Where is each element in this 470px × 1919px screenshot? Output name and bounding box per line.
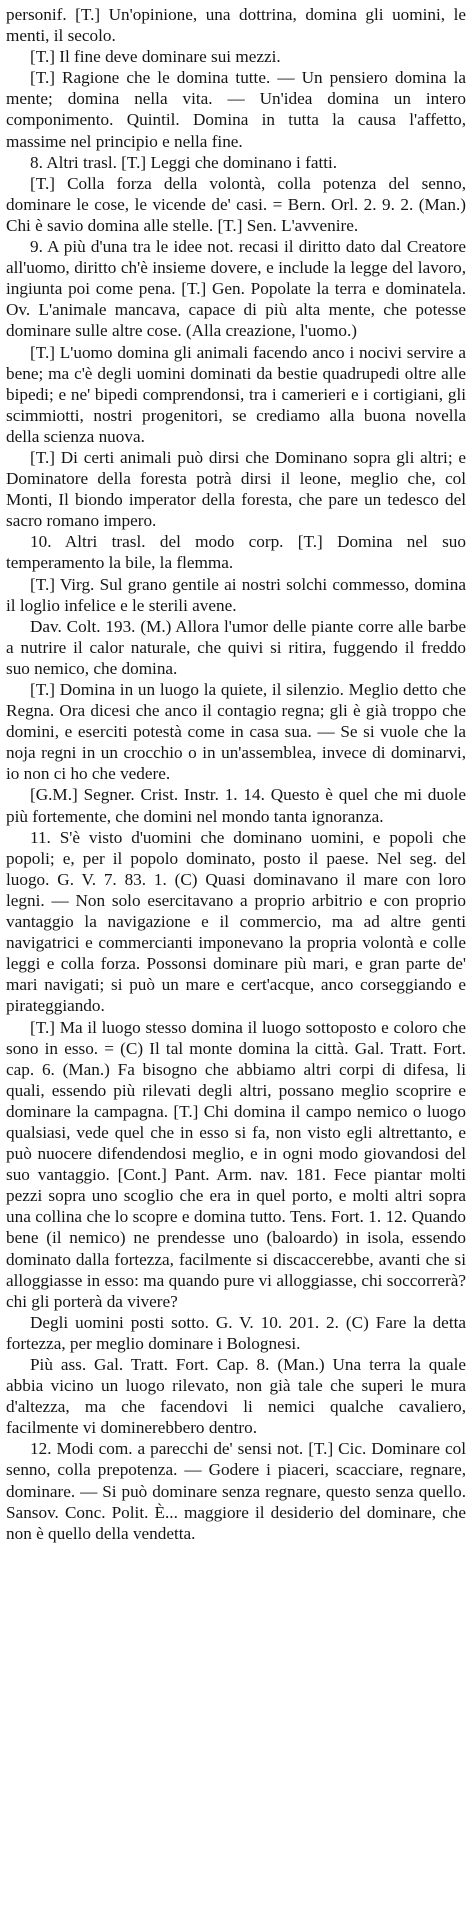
- paragraph-dav-colt: Dav. Colt. 193. (M.) Allora l'umor delle piante corre alle barbe a nutrire il calor naturale, che quivi si ritira, fuggendo il freddo suo nemico, che domina.: [6, 616, 466, 678]
- paragraph-luogo: [T.] Ma il luogo stesso domina il luogo sottoposto e coloro che sono in esso. = (C) Il tal monte domina la città. Gal. Tratt. Fort. cap. 6. (Man.) Fa bisogno che abbiamo altri corpi di difesa, li quali, essendo più rilevati degli altri, possano meglio scoprire e dominare la campagna. [T.] Chi domina il campo nemico o luogo qualsiasi, vede quel che in esso si fa, non visto egli altrettanto, e può nuocere difendendosi meglio, e in ogni modo giovandosi del suo vantaggio. [Cont.] Pant. Arm. nav. 181. Fece piantar molti pezzi sopra uno scoglio che era in quel porto, e molti altri sopra una collina che lo scopre e domina tutto. Tens. Fort. 1. 12. Quando bene (il nemico) ne prendesse uno (baloardo) in isola, essendo dominato dalla fortezza, facilmente si discaccerebbe, avanti che si alloggiasse in esso: ma quando pure vi alloggiasse, chi soccorrerà? chi gli porterà da vivere?: [6, 1017, 466, 1311]
- paragraph-fine-mezzi: [T.] Il fine deve dominare sui mezzi.: [30, 47, 281, 67]
- paragraph-piu-ass: Più ass. Gal. Tratt. Fort. Cap. 8. (Man.) Una terra la quale abbia vicino un luogo rilevato, non già tale che superi le mura d'altezza, ma che facendovi li nemici qualche cavaliero, facilmente vi dominerebbero dentro.: [6, 1355, 466, 1438]
- paragraph-sense-10: 10. Altri trasl. del modo corp. [T.] Domina nel suo temperamento la bile, la flemma.: [6, 532, 466, 573]
- paragraph-virg: [T.] Virg. Sul grano gentile ai nostri solchi commesso, domina il loglio infelice e le sterili avene.: [6, 574, 466, 615]
- paragraph-uomini-sotto: Degli uomini posti sotto. G. V. 10. 201. 2. (C) Fare la detta fortezza, per meglio dominare i Bolognesi.: [6, 1312, 466, 1353]
- paragraph-foresta: [T.] Di certi animali può dirsi che Dominano sopra gli altri; e Dominatore della foresta potrà dirsi il leone, meglio che, col Monti, Il biondo imperator della foresta, che pare un tedesco del sacro romano impero.: [6, 447, 466, 531]
- paragraph-quiete: [T.] Domina in un luogo la quiete, il silenzio. Meglio detto che Regna. Ora dicesi che anco il contagio regna; gli è già troppo che domini, e eserciti potestà come in casa sua. — Se si vuole che la noja regni in un crocchio o in un'assemblea, invece di dominarvi, io non ci ho che vedere.: [6, 680, 466, 784]
- paragraph-sense-12: 12. Modi com. a parecchi de' sensi not. [T.] Cic. Dominare col senno, colla prepotenza. — Godere i piaceri, scacciare, regnare, dominare. — Si può dominare senza regnare, questo senza quello. Sansov. Conc. Polit. È... maggiore il desiderio del dominare, che non è quello della vendetta.: [6, 1439, 466, 1543]
- paragraph-animali: [T.] L'uomo domina gli animali facendo anco i nocivi servire a bene; ma c'è degli uomini dominati da bestie quadrupedi oltre alle bipedi; e ne' bipedi comprendonsi, tra i camerieri e i cortigiani, gli scimmiotti, nostri progenitori, se crediamo alla buona novella della scienza nuova.: [6, 342, 466, 446]
- paragraph-sense-8: 8. Altri trasl. [T.] Leggi che dominano i fatti.: [30, 152, 338, 172]
- paragraph-segner: [G.M.] Segner. Crist. Instr. 1. 14. Questo è quel che mi duole più fortemente, che domini nel mondo tanta ignoranza.: [6, 785, 466, 826]
- paragraph-personif: personif. [T.] Un'opinione, una dottrina, domina gli uomini, le menti, il secolo.: [6, 5, 466, 46]
- paragraph-sense-11: 11. S'è visto d'uomini che dominano uomini, e popoli che popoli; e, per il popolo dominato, posto il paese. Nel seg. del luogo. G. V. 7. 83. 1. (C) Quasi dominavano il mare con loro legni. — Non solo esercitavano a proprio arbitrio e con proprio vantaggio la navigazione e il commercio, ma ad altre genti navigatrici e commercianti imponevano la propria volontà e colle leggi e colla forza. Possonsi dominare più mari, e gran parte de' mari navigati; si può un mare e cert'acque, anco corseggiando e pirateggiando.: [6, 827, 466, 1016]
- paragraph-volonta: [T.] Colla forza della volontà, colla potenza del senno, dominare le cose, le vicende de' casi. = Bern. Orl. 2. 9. 2. (Man.) Chi è savio domina alle stelle. [T.] Sen. L'avvenire.: [6, 173, 466, 235]
- paragraph-ragione: [T.] Ragione che le domina tutte. — Un pensiero domina la mente; domina nella vita. — Un'idea domina un intero componimento. Quintil. Domina in tutta la causa l'affetto, massime nel principio e nella fine.: [6, 68, 466, 151]
- paragraph-sense-9: 9. A più d'una tra le idee not. recasi il diritto dato dal Creatore all'uomo, diritto ch'è insieme dovere, e include la legge del lavoro, ingiunta poi come pena. [T.] Gen. Popolate la terra e dominatela. Ov. L'animale mancava, capace di più alta mente, che potesse dominare sulle altre cose. (Alla creazione, l'uomo.): [6, 237, 466, 341]
